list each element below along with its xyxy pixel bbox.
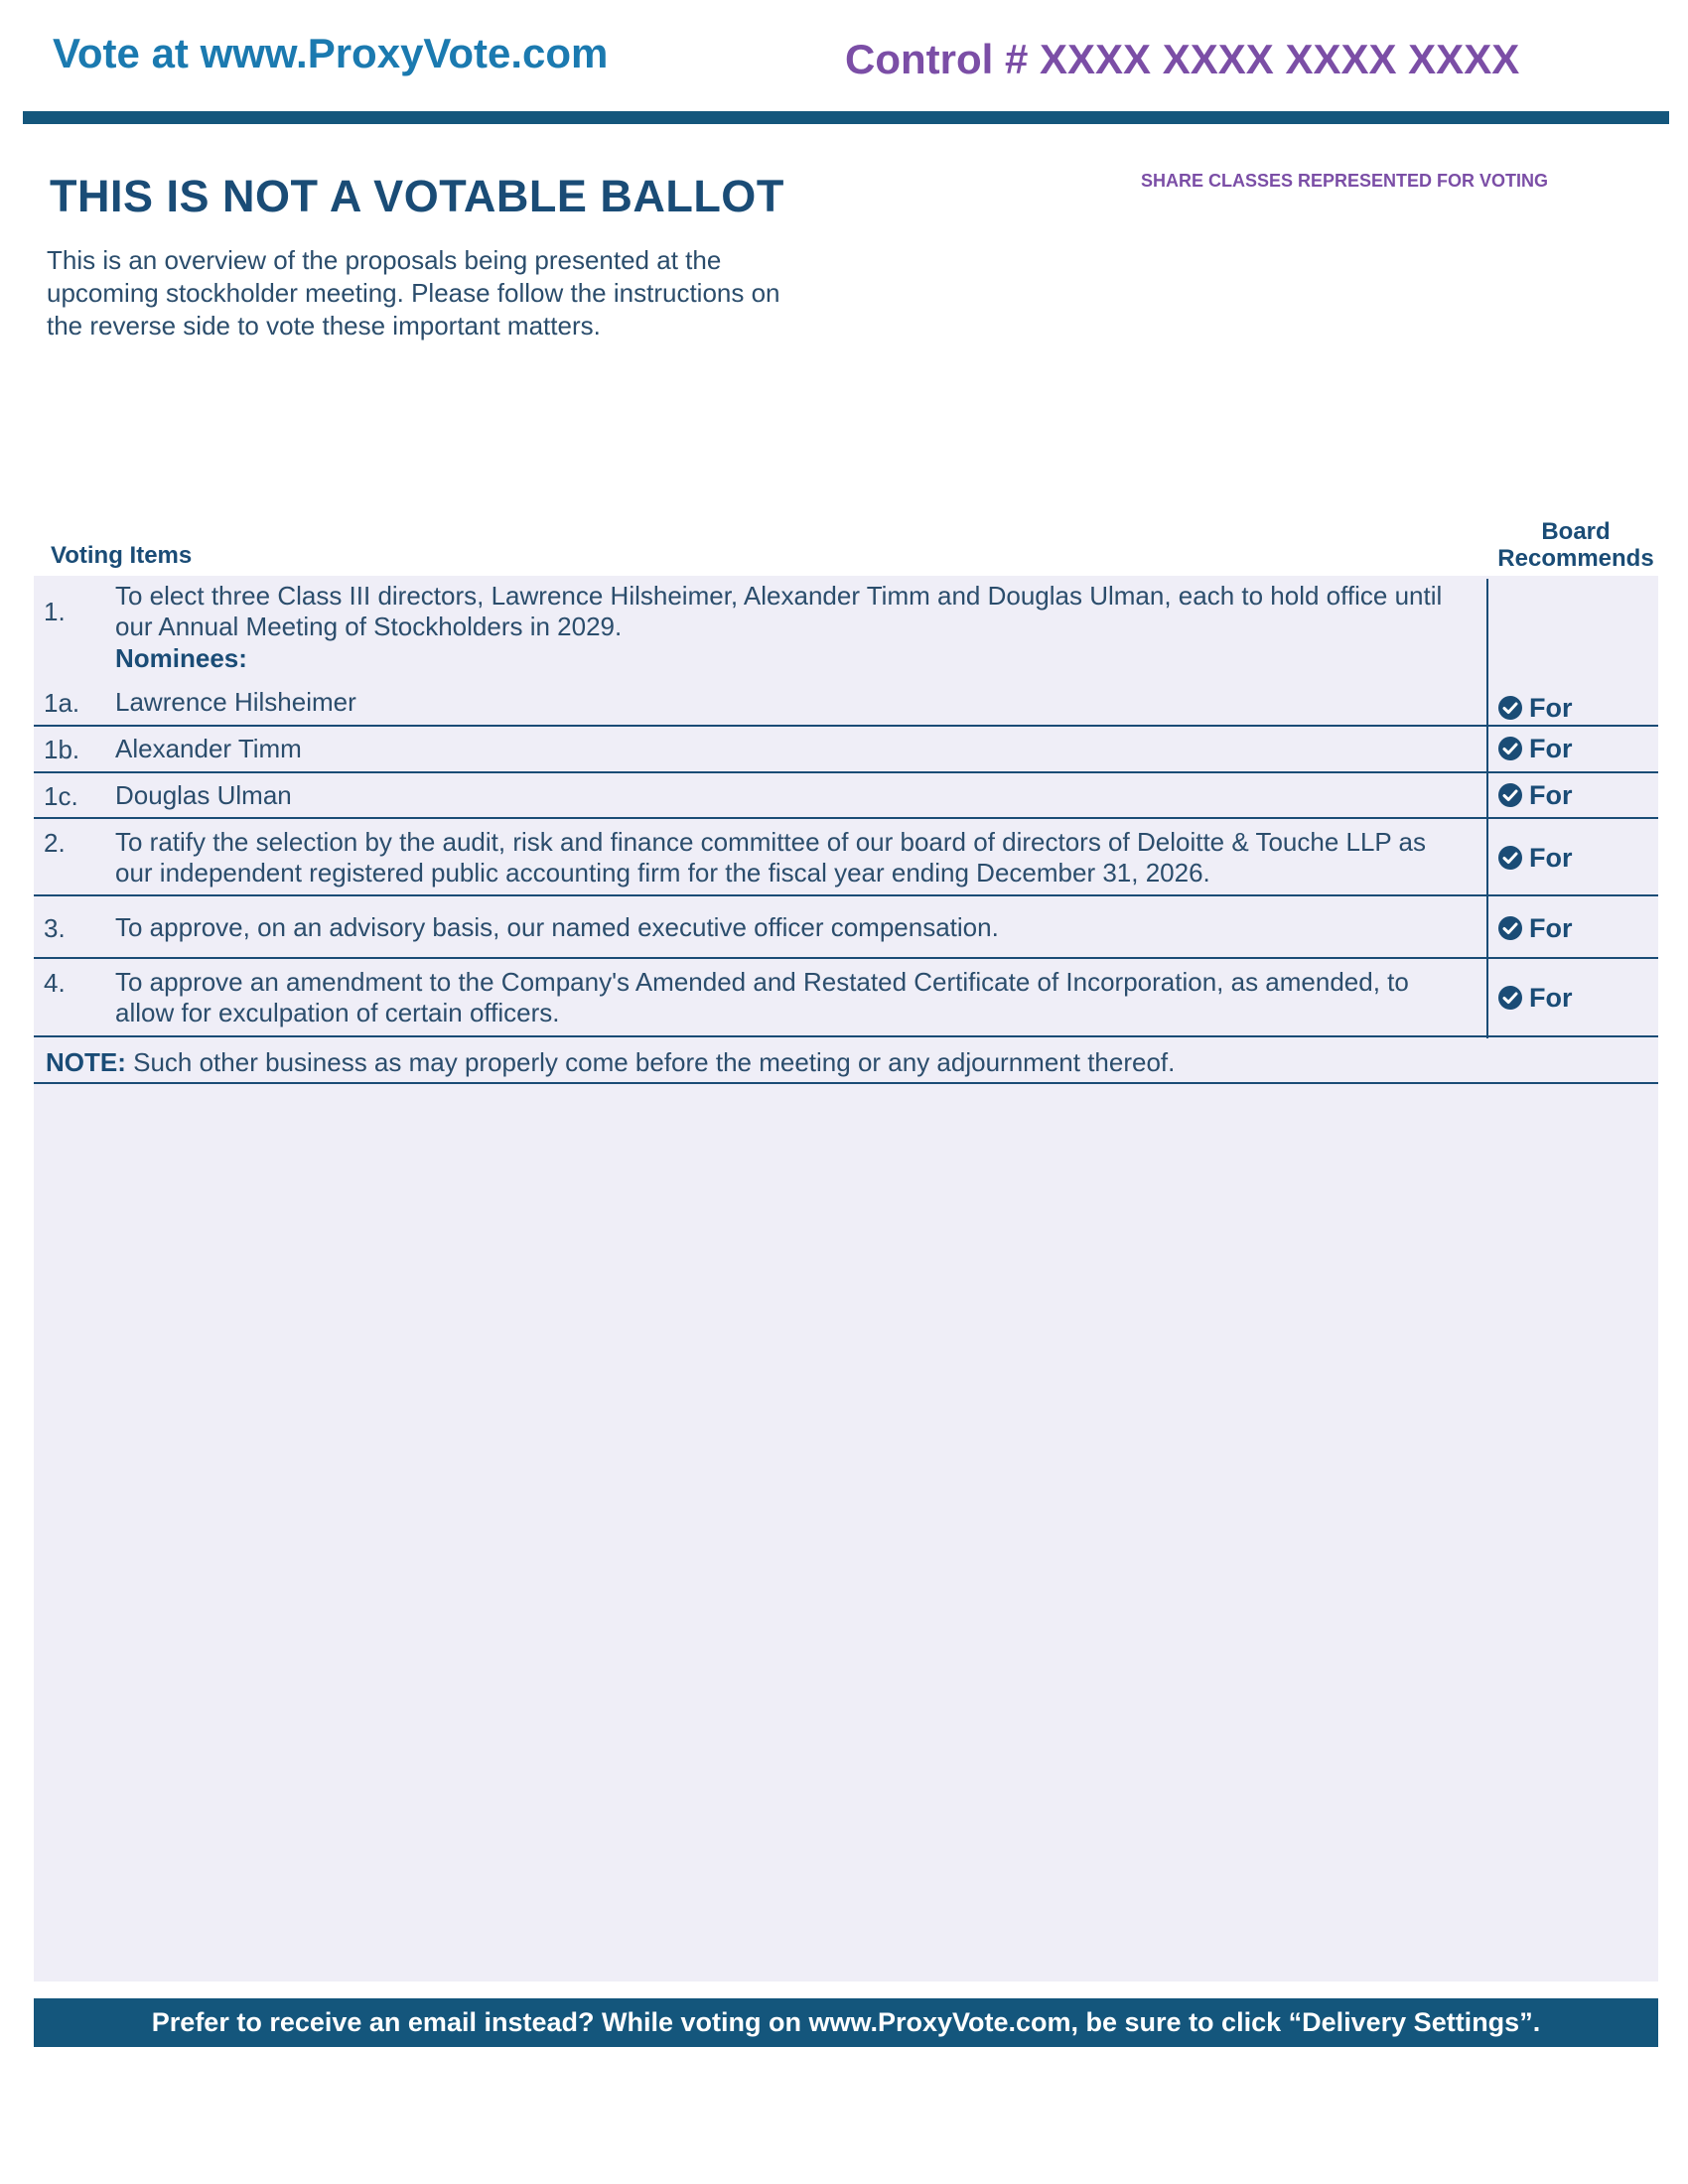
footer-banner xyxy=(34,1998,1658,2047)
recommendation-text: For xyxy=(1529,779,1573,810)
item-number: 3. xyxy=(44,913,66,943)
note-label: NOTE: xyxy=(46,1047,126,1077)
nominees-label: Nominees: xyxy=(115,643,247,673)
board-header-line: Recommends xyxy=(1497,545,1654,572)
recommendation-badge xyxy=(1497,734,1573,763)
row-divider xyxy=(34,817,1658,819)
recommendation-badge xyxy=(1497,913,1573,943)
intro-line: the reverse side to vote these important matters. xyxy=(47,311,601,341)
row-divider xyxy=(34,1035,1658,1037)
check-circle-icon xyxy=(1497,782,1523,808)
column-divider xyxy=(1486,579,1488,1038)
recommendation-badge xyxy=(1497,693,1573,723)
control-number: Control # XXXX XXXX XXXX XXXX xyxy=(845,36,1520,82)
footer-text: Prefer to receive an email instead? While voting on www.ProxyVote.com, be sure to click “Delivery Settings”. xyxy=(151,2007,1541,2037)
row-divider xyxy=(34,957,1658,959)
recommendation-badge xyxy=(1497,780,1573,810)
share-classes-label: SHARE CLASSES REPRESENTED FOR VOTING xyxy=(1141,171,1549,191)
item-text xyxy=(115,827,1426,888)
nominee-name: Lawrence Hilsheimer xyxy=(115,687,356,717)
item-text-line: To elect three Class III directors, Lawrence Hilsheimer, Alexander Timm and Douglas Ulman, each to hold office until xyxy=(115,581,1443,611)
intro-paragraph xyxy=(47,244,861,342)
vote-url-heading: Vote at www.ProxyVote.com xyxy=(53,30,609,76)
item-text-line: our Annual Meeting of Stockholders in 2029. xyxy=(115,612,623,641)
intro-line: This is an overview of the proposals being presented at the xyxy=(47,245,722,275)
recommendation-text: For xyxy=(1529,733,1573,763)
item-number: 2. xyxy=(44,828,66,858)
intro-line: upcoming stockholder meeting. Please follow the instructions on xyxy=(47,278,780,308)
recommendation-badge xyxy=(1497,983,1573,1013)
check-circle-icon xyxy=(1497,985,1523,1011)
note-body: Such other business as may properly come before the meeting or any adjournment thereof. xyxy=(125,1047,1176,1077)
item-text-line: To ratify the selection by the audit, risk and finance committee of our board of directors of Deloitte & Touche LLP as xyxy=(115,827,1426,857)
recommendation-text: For xyxy=(1529,842,1573,873)
row-divider xyxy=(34,771,1658,773)
item-text-line: To approve an amendment to the Company's Amended and Restated Certificate of Incorporation, as amended, to xyxy=(115,967,1409,997)
row-divider xyxy=(34,894,1658,896)
recommendation-text: For xyxy=(1529,982,1573,1013)
header-divider xyxy=(23,111,1669,124)
nominee-name: Douglas Ulman xyxy=(115,780,292,810)
note-text xyxy=(46,1047,1175,1078)
nominee-number: 1a. xyxy=(44,688,80,718)
board-recommends-header xyxy=(1486,518,1665,572)
nominee-number: 1b. xyxy=(44,735,80,764)
check-circle-icon xyxy=(1497,695,1523,721)
board-header-line: Board xyxy=(1541,518,1611,545)
item-text xyxy=(115,967,1409,1028)
item-text-line: our independent registered public accounting firm for the fiscal year ending December 31, 2026. xyxy=(115,858,1210,887)
item-number: 1. xyxy=(44,597,66,626)
voting-items-header: Voting Items xyxy=(51,542,193,569)
item-text xyxy=(115,581,1442,642)
page-title: THIS IS NOT A VOTABLE BALLOT xyxy=(50,171,784,221)
nominee-number: 1c. xyxy=(44,781,78,811)
check-circle-icon xyxy=(1497,736,1523,761)
item-text-line: To approve, on an advisory basis, our named executive officer compensation. xyxy=(115,912,999,942)
check-circle-icon xyxy=(1497,845,1523,871)
item-number: 4. xyxy=(44,968,66,998)
recommendation-badge xyxy=(1497,843,1573,873)
recommendation-text: For xyxy=(1529,692,1573,723)
row-divider xyxy=(34,725,1658,727)
row-divider xyxy=(34,1082,1658,1084)
recommendation-text: For xyxy=(1529,912,1573,943)
nominee-name: Alexander Timm xyxy=(115,734,302,763)
item-text-line: allow for exculpation of certain officers. xyxy=(115,998,560,1027)
item-text xyxy=(115,912,999,943)
check-circle-icon xyxy=(1497,915,1523,941)
